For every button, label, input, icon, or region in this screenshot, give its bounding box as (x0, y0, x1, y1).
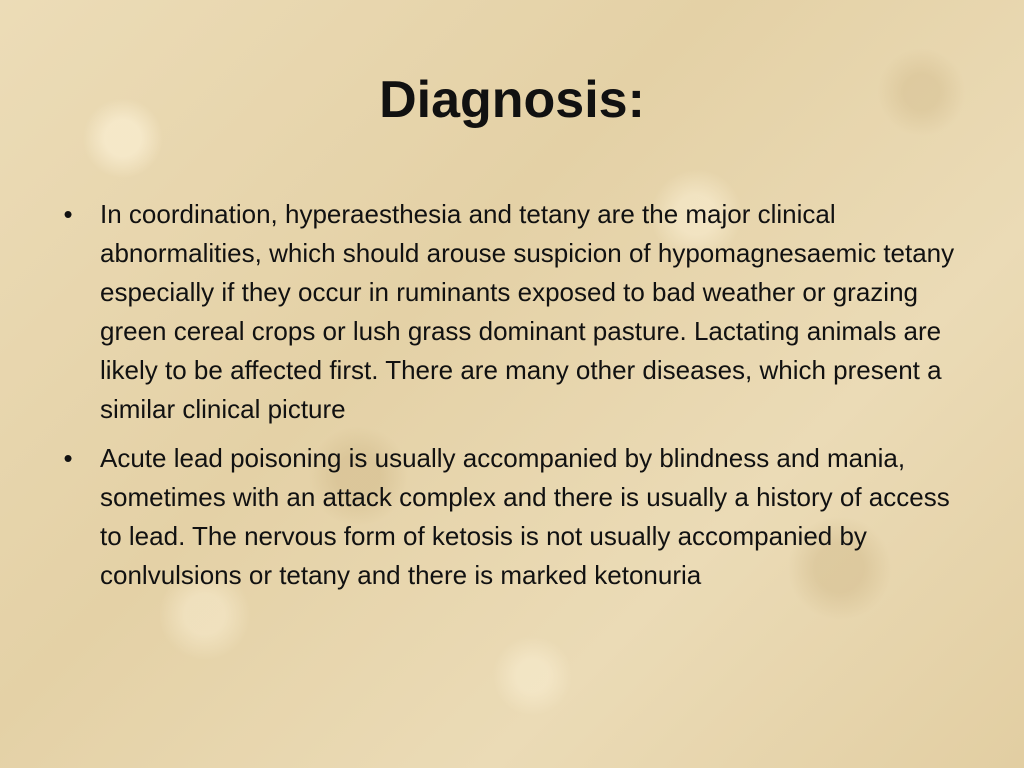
bullet-item (58, 439, 958, 595)
bullet-icon: • (63, 443, 73, 473)
bullet-list (58, 195, 958, 605)
bullet-icon: • (63, 199, 73, 229)
bullet-item (58, 195, 958, 429)
bullet-text: In coordination, hyperaesthesia and tetany are the major clinical abnormalities, which should arouse suspicion of hypomagnesaemic tetany especially if they occur in ruminants exposed to bad weather or grazing green cereal crops or lush grass dominant pasture. Lactating animals are likely to be affected first. There are many other diseases, which present a similar clinical picture (100, 199, 955, 424)
slide-title: Diagnosis: (379, 71, 645, 129)
bullet-text: Acute lead poisoning is usually accompanied by blindness and mania, sometimes with an attack complex and there is usually a history of access to lead. The nervous form of ketosis is not usually accompanied by conlvulsions or tetany and there is marked ketonuria (100, 443, 950, 590)
